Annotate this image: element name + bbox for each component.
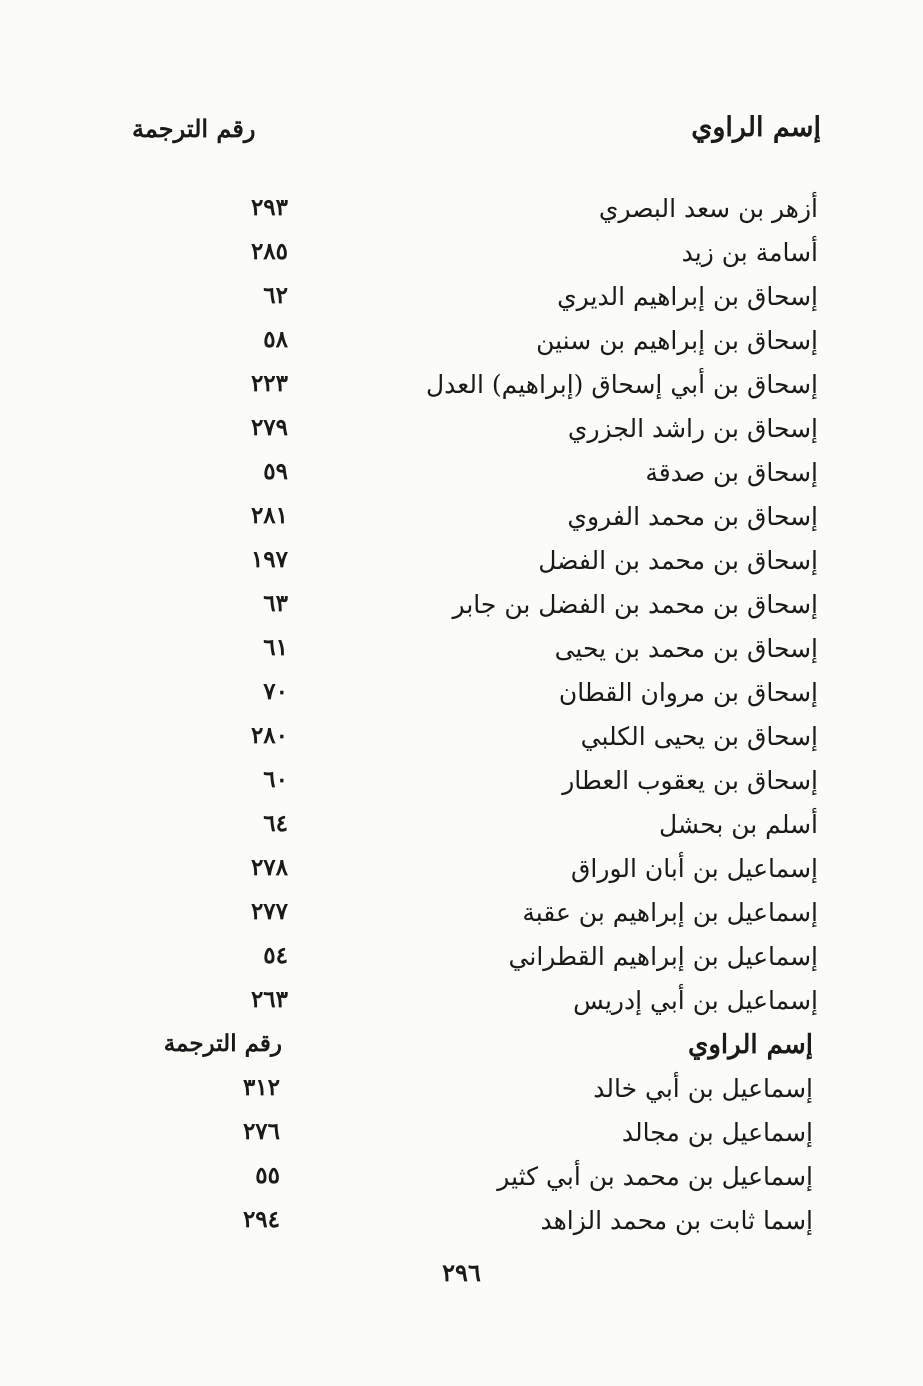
biography-number: ٥٥ xyxy=(255,1162,280,1189)
narrator-name: إسحاق بن يعقوب العطار xyxy=(562,766,818,795)
narrator-index-list xyxy=(0,188,923,1244)
biography-number: ٢٦٣ xyxy=(250,986,288,1013)
narrator-name: إسحاق بن يحيى الكلبي xyxy=(580,722,818,751)
narrator-name: إسحاق بن صدقة xyxy=(645,458,818,487)
narrator-name: إسماعيل بن أبي خالد xyxy=(593,1074,813,1103)
narrator-name: إسحاق بن محمد بن يحيى xyxy=(554,634,818,663)
repeated-column-header xyxy=(0,1024,923,1068)
list-item xyxy=(0,276,923,320)
biography-number-column-header: رقم الترجمة xyxy=(163,1030,282,1057)
narrator-name: إسحاق بن راشد الجزري xyxy=(567,414,818,443)
biography-number-column-header: رقم الترجمة xyxy=(132,114,256,143)
narrator-name: أسلم بن بحشل xyxy=(658,810,818,839)
list-item xyxy=(0,540,923,584)
list-item xyxy=(0,408,923,452)
biography-number: ٥٩ xyxy=(263,458,288,485)
biography-number: ٢٨٥ xyxy=(250,238,288,265)
list-item xyxy=(0,320,923,364)
narrator-name: إسحاق بن محمد الفروي xyxy=(567,502,818,531)
list-item xyxy=(0,804,923,848)
narrator-name: إسماعيل بن أبان الوراق xyxy=(571,854,818,883)
narrator-name: إسحاق بن محمد بن الفضل بن جابر xyxy=(452,590,818,619)
narrator-name: أسامة بن زيد xyxy=(681,238,818,267)
list-item xyxy=(0,672,923,716)
list-item xyxy=(0,1112,923,1156)
list-item xyxy=(0,892,923,936)
list-item xyxy=(0,452,923,496)
biography-number: ٢٩٣ xyxy=(250,194,288,221)
biography-number: ٢٨٠ xyxy=(250,722,288,749)
list-item xyxy=(0,760,923,804)
list-item xyxy=(0,232,923,276)
biography-number: ٦٠ xyxy=(263,766,288,793)
biography-number: ٢٧٦ xyxy=(242,1118,280,1145)
biography-number: ٦١ xyxy=(263,634,288,661)
biography-number: ٢٩٤ xyxy=(242,1206,280,1233)
biography-number: ٢٧٨ xyxy=(250,854,288,881)
biography-number: ٧٠ xyxy=(263,678,288,705)
biography-number: ١٩٧ xyxy=(250,546,288,573)
list-item xyxy=(0,364,923,408)
biography-number: ٥٤ xyxy=(263,942,288,969)
narrator-name: إسحاق بن أبي إسحاق (إبراهيم) العدل xyxy=(426,370,818,399)
narrator-name: إسماعيل بن أبي إدريس xyxy=(573,986,818,1015)
narrator-name: إسحاق بن محمد بن الفضل xyxy=(538,546,818,575)
narrator-name: إسماعيل بن مجالد xyxy=(621,1118,813,1147)
list-item xyxy=(0,1068,923,1112)
list-item xyxy=(0,1156,923,1200)
page-number: ٢٩٦ xyxy=(442,1258,481,1287)
narrator-name: إسحاق بن مروان القطان xyxy=(558,678,818,707)
narrator-name-column-header: إسم الراوي xyxy=(688,1030,813,1060)
list-item xyxy=(0,1200,923,1244)
biography-number: ٦٢ xyxy=(263,282,288,309)
list-item xyxy=(0,716,923,760)
biography-number: ٦٣ xyxy=(263,590,288,617)
narrator-name: أزهر بن سعد البصري xyxy=(598,194,818,223)
narrator-name: إسحاق بن إبراهيم بن سنين xyxy=(536,326,818,355)
list-item xyxy=(0,848,923,892)
narrator-name: إسحاق بن إبراهيم الديري xyxy=(557,282,818,311)
narrator-name: إسماعيل بن إبراهيم بن عقبة xyxy=(522,898,818,927)
list-item xyxy=(0,496,923,540)
biography-number: ٦٤ xyxy=(263,810,288,837)
list-item xyxy=(0,188,923,232)
narrator-name-column-header: إسم الراوي xyxy=(691,112,821,143)
narrator-name: إسماعيل بن محمد بن أبي كثير xyxy=(497,1162,813,1191)
biography-number: ٢٢٣ xyxy=(250,370,288,397)
biography-number: ٢٧٧ xyxy=(250,898,288,925)
biography-number: ٢٨١ xyxy=(250,502,288,529)
list-item xyxy=(0,936,923,980)
narrator-name: إسماعيل بن إبراهيم القطراني xyxy=(508,942,818,971)
biography-number: ٥٨ xyxy=(263,326,288,353)
table-header xyxy=(0,112,923,156)
narrator-name: إسما ثابت بن محمد الزاهد xyxy=(540,1206,813,1235)
list-item xyxy=(0,980,923,1024)
biography-number: ٢٧٩ xyxy=(250,414,288,441)
list-item xyxy=(0,628,923,672)
list-item xyxy=(0,584,923,628)
biography-number: ٣١٢ xyxy=(242,1074,280,1101)
